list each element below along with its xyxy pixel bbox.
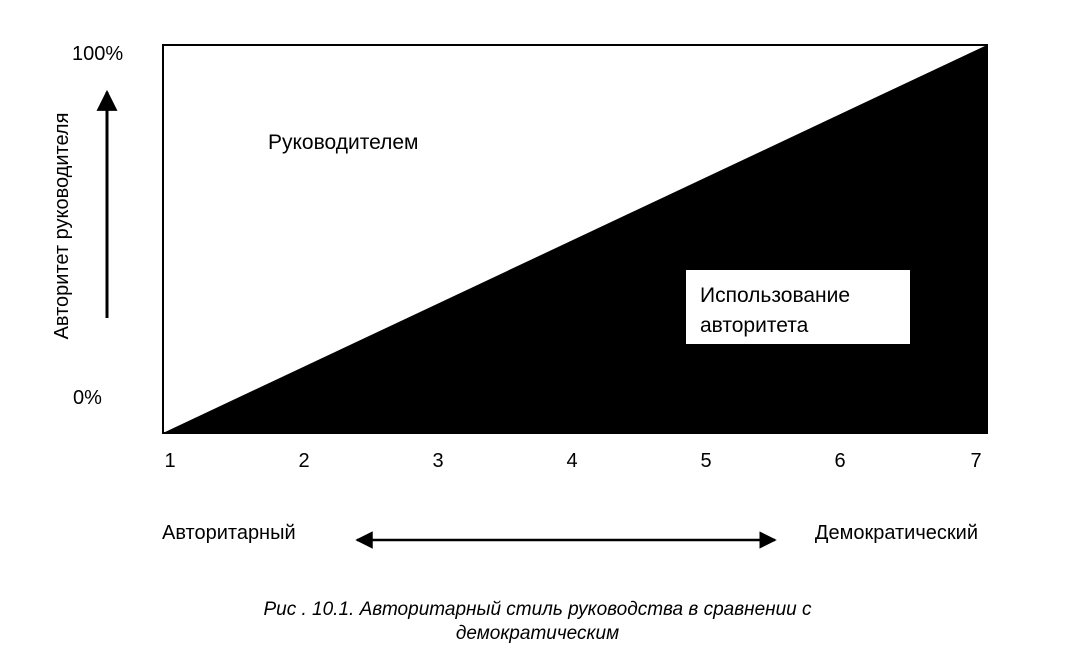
x-tick-label: 7 bbox=[970, 450, 982, 472]
x-tick-label: 1 bbox=[164, 450, 176, 472]
caption-line-1: Рис . 10.1. Авторитарный стиль руководства в сравнении с bbox=[263, 599, 812, 620]
x-tick-label: 3 bbox=[432, 450, 444, 472]
leader-region-label: Руководителем bbox=[268, 131, 419, 154]
figure-caption bbox=[0, 598, 1075, 646]
authoritarian-label: Авторитарный bbox=[162, 522, 296, 544]
x-tick-label: 2 bbox=[298, 450, 310, 472]
caption-line-2: демократическим bbox=[455, 623, 620, 644]
authority-label-line1: Использование bbox=[700, 284, 851, 307]
democratic-label: Демократический bbox=[814, 522, 978, 544]
y-label-0: 0% bbox=[73, 387, 102, 409]
authority-use-region bbox=[163, 45, 987, 433]
x-tick-label: 5 bbox=[700, 450, 712, 472]
x-tick-label: 4 bbox=[566, 450, 578, 472]
authority-label-line2: авторитета bbox=[700, 314, 809, 337]
x-tick-label: 6 bbox=[834, 450, 846, 472]
y-label-100: 100% bbox=[72, 43, 124, 65]
y-axis-title: Авторитет руководителя bbox=[51, 112, 73, 340]
